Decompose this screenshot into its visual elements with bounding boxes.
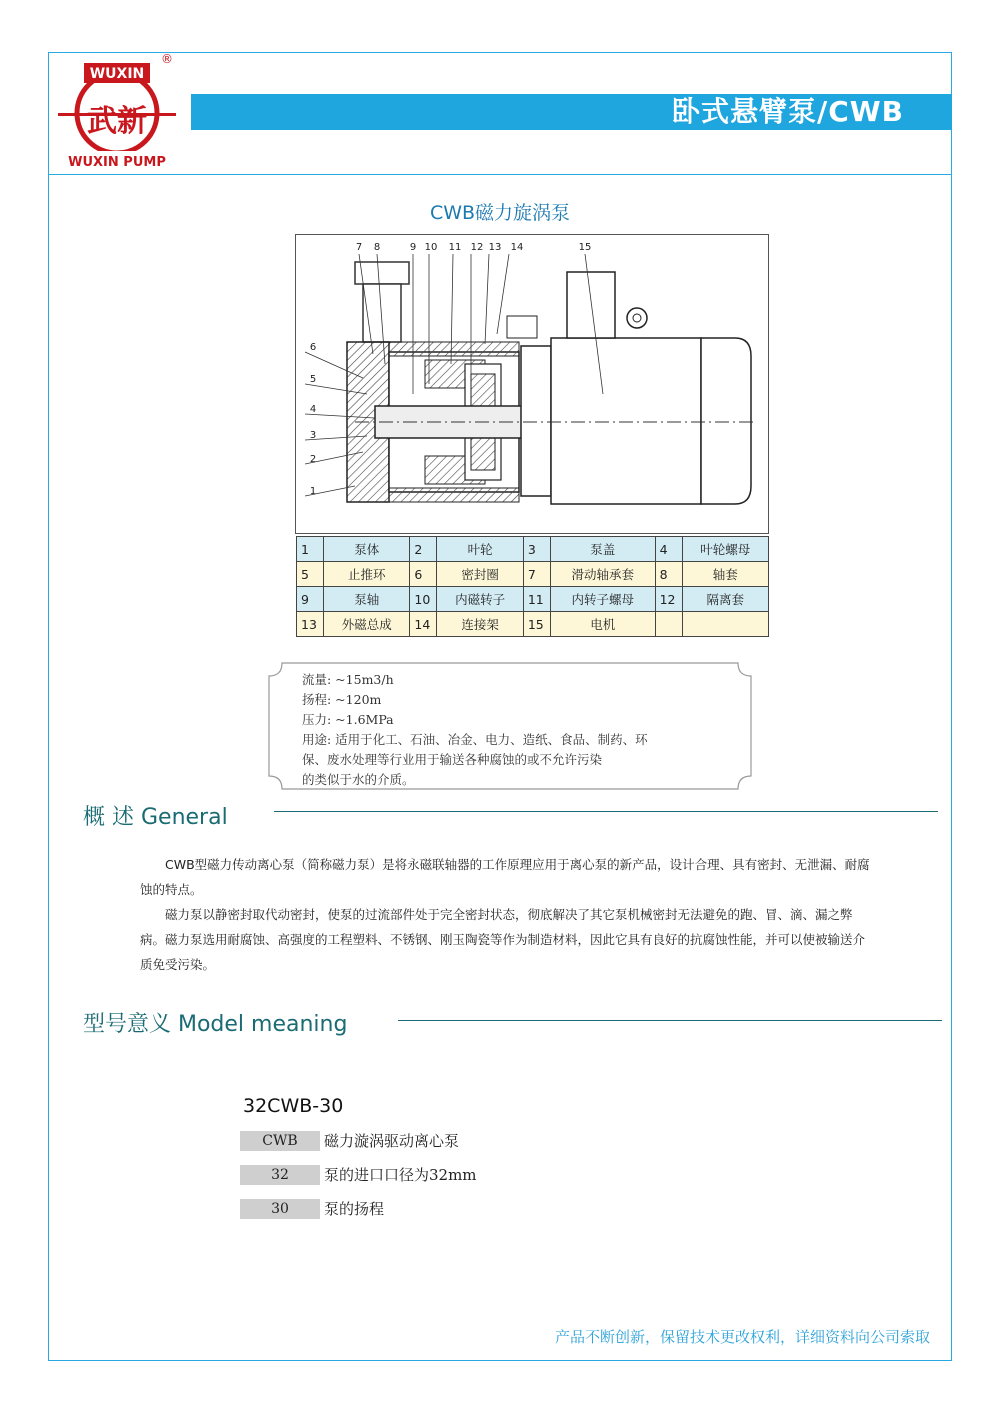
- callout-12: 12: [470, 242, 484, 253]
- callout-15: 15: [578, 242, 592, 253]
- general-paragraph-1: CWB型磁力传动离心泵（简称磁力泵）是将永磁联轴器的工作原理应用于离心泵的新产品，设计合理、具有密封、无泄漏、耐腐蚀的特点。: [140, 857, 870, 897]
- general-rule: [274, 811, 938, 812]
- logo-top-text: WUXIN: [89, 66, 145, 82]
- general-heading: 概 述 General: [83, 805, 228, 830]
- callout-1: 1: [309, 486, 317, 497]
- spec-usage-1: 用途: 适用于化工、石油、冶金、电力、造纸、食品、制药、环: [302, 732, 648, 747]
- callout-8: 8: [373, 242, 381, 253]
- page-title: 卧式悬臂泵/CWB: [671, 95, 904, 128]
- callout-9: 9: [409, 242, 417, 253]
- spec-flow: 流量: ~15m3/h: [302, 672, 394, 687]
- logo-bottom-text: WUXIN PUMP: [68, 155, 166, 170]
- model-desc: 磁力漩涡驱动离心泵: [324, 1132, 460, 1150]
- callout-5: 5: [309, 374, 317, 385]
- callout-13: 13: [488, 242, 502, 253]
- model-heading: 型号意义 Model meaning: [83, 1012, 348, 1037]
- callout-11: 11: [448, 242, 462, 253]
- wuxin-logo: [58, 55, 176, 171]
- table-row: 13 外磁总成 14 连接架 15 电机: [297, 612, 769, 637]
- pump-cross-section-diagram: [295, 234, 769, 534]
- model-desc: 泵的扬程: [324, 1200, 385, 1218]
- registered-mark: ®: [161, 52, 173, 66]
- callout-10: 10: [424, 242, 438, 253]
- spec-head: 扬程: ~120m: [302, 692, 382, 707]
- header-divider: [48, 174, 952, 175]
- callout-4: 4: [309, 404, 317, 415]
- specs-text: [302, 670, 648, 790]
- header-banner: [191, 94, 952, 130]
- parts-table: [296, 536, 769, 637]
- spec-usage-3: 的类似于水的介质。: [302, 772, 415, 787]
- table-row: 5 止推环 6 密封圈 7 滑动轴承套 8 轴套: [297, 562, 769, 587]
- diagram-title: CWB磁力旋涡泵: [429, 202, 571, 224]
- logo-chinese: 武新: [87, 104, 147, 139]
- model-key: 32: [240, 1165, 320, 1185]
- callout-2: 2: [309, 454, 317, 465]
- model-key: 30: [240, 1199, 320, 1219]
- callout-3: 3: [309, 430, 317, 441]
- footer-note: 产品不断创新，保留技术更改权利，详细资料向公司索取: [554, 1328, 930, 1346]
- general-paragraph-2: 磁力泵以静密封取代动密封，使泵的过流部件处于完全密封状态，彻底解决了其它泵机械密封无法避免的跑、冒、滴、漏之弊病。磁力泵选用耐腐蚀、高强度的工程塑料、不锈钢、刚玉陶瓷等作为制造材料，因此它具有良好的抗腐蚀性能，并可以使被输送介质免受污染。: [140, 907, 866, 972]
- table-row: 1 泵体 2 叶轮 3 泵盖 4 叶轮螺母: [297, 537, 769, 562]
- model-rule: [398, 1020, 942, 1021]
- model-key: CWB: [240, 1131, 320, 1151]
- model-desc: 泵的进口口径为32mm: [324, 1166, 477, 1184]
- spec-pressure: 压力: ~1.6MPa: [302, 712, 394, 727]
- callout-14: 14: [510, 242, 524, 253]
- spec-usage-2: 保、废水处理等行业用于输送各种腐蚀的或不允许污染: [302, 752, 603, 767]
- callout-6: 6: [309, 342, 317, 353]
- table-row: 9 泵轴 10 内磁转子 11 内转子螺母 12 隔离套: [297, 587, 769, 612]
- callout-7: 7: [355, 242, 363, 253]
- model-code: 32CWB-30: [243, 1095, 344, 1117]
